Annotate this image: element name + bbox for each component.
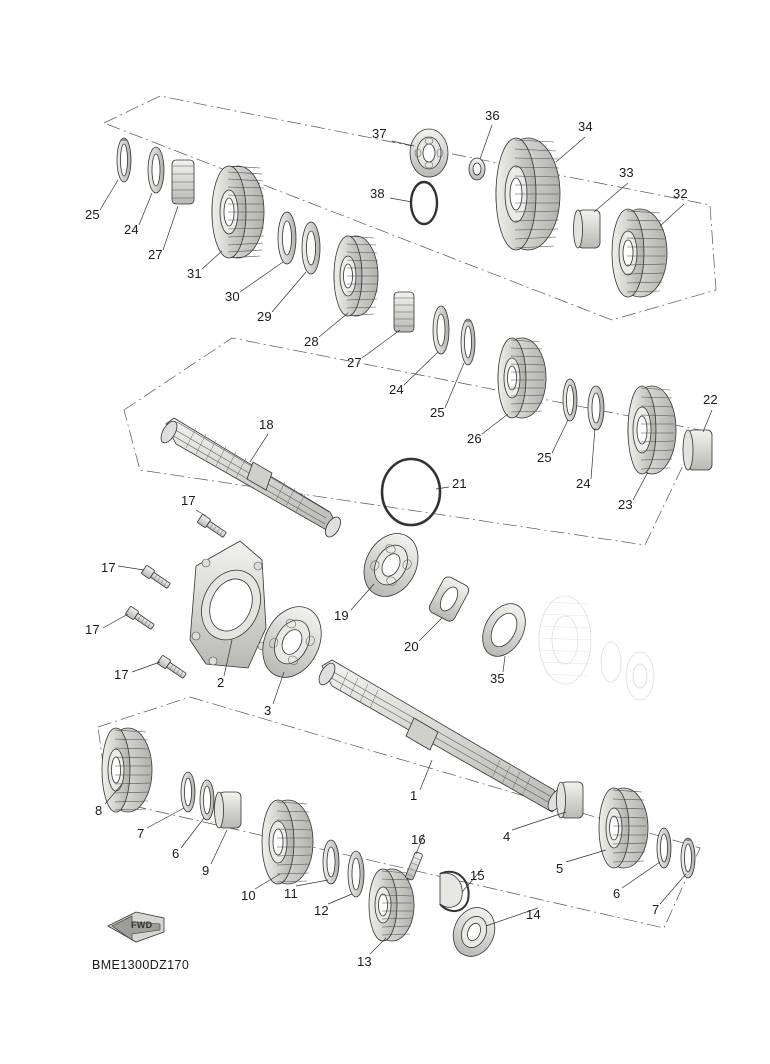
callout-17c: 17 (85, 622, 100, 637)
callout-32: 32 (673, 186, 688, 201)
callout-7a: 7 (137, 826, 145, 841)
callout-15: 15 (470, 868, 485, 883)
callout-11: 11 (284, 886, 298, 901)
callout-7b: 7 (652, 902, 660, 917)
callout-24c: 24 (576, 476, 591, 491)
callout-17d: 17 (114, 667, 129, 682)
callout-35: 35 (490, 671, 505, 686)
callout-25a: 25 (85, 207, 100, 222)
callout-20: 20 (404, 639, 419, 654)
callout-19: 19 (334, 608, 349, 623)
callout-24b: 24 (389, 382, 404, 397)
callout-8: 8 (95, 803, 103, 818)
callout-36: 36 (485, 108, 500, 123)
callout-28: 28 (304, 334, 319, 349)
callout-25c: 25 (537, 450, 552, 465)
callout-29: 29 (257, 309, 272, 324)
fwd-direction-label: FWD (131, 920, 153, 930)
callout-5: 5 (556, 861, 564, 876)
callout-13: 13 (357, 954, 372, 969)
callout-23: 23 (618, 497, 633, 512)
callout-4: 4 (503, 829, 511, 844)
part-code-label: BME1300DZ170 (92, 958, 190, 972)
callout-17a: 17 (181, 493, 196, 508)
callout-24a: 24 (124, 222, 139, 237)
callout-26: 26 (467, 431, 482, 446)
callout-6b: 6 (613, 886, 621, 901)
callout-17b: 17 (101, 560, 116, 575)
callout-21: 21 (452, 476, 467, 491)
callout-1: 1 (410, 788, 418, 803)
callout-22: 22 (703, 392, 718, 407)
callout-9: 9 (202, 863, 210, 878)
callout-6a: 6 (172, 846, 180, 861)
callout-31: 31 (187, 266, 202, 281)
callout-3: 3 (264, 703, 272, 718)
callout-25b: 25 (430, 405, 445, 420)
callout-38: 38 (370, 186, 385, 201)
callout-2: 2 (217, 675, 225, 690)
callout-10: 10 (241, 888, 256, 903)
callout-18: 18 (259, 417, 274, 432)
callout-34: 34 (578, 119, 593, 134)
callout-12: 12 (314, 903, 329, 918)
callout-27b: 27 (347, 355, 362, 370)
callout-14: 14 (526, 907, 541, 922)
callout-37: 37 (372, 126, 387, 141)
callout-27a: 27 (148, 247, 163, 262)
callout-16: 16 (411, 832, 426, 847)
callout-33: 33 (619, 165, 634, 180)
callout-30: 30 (225, 289, 240, 304)
